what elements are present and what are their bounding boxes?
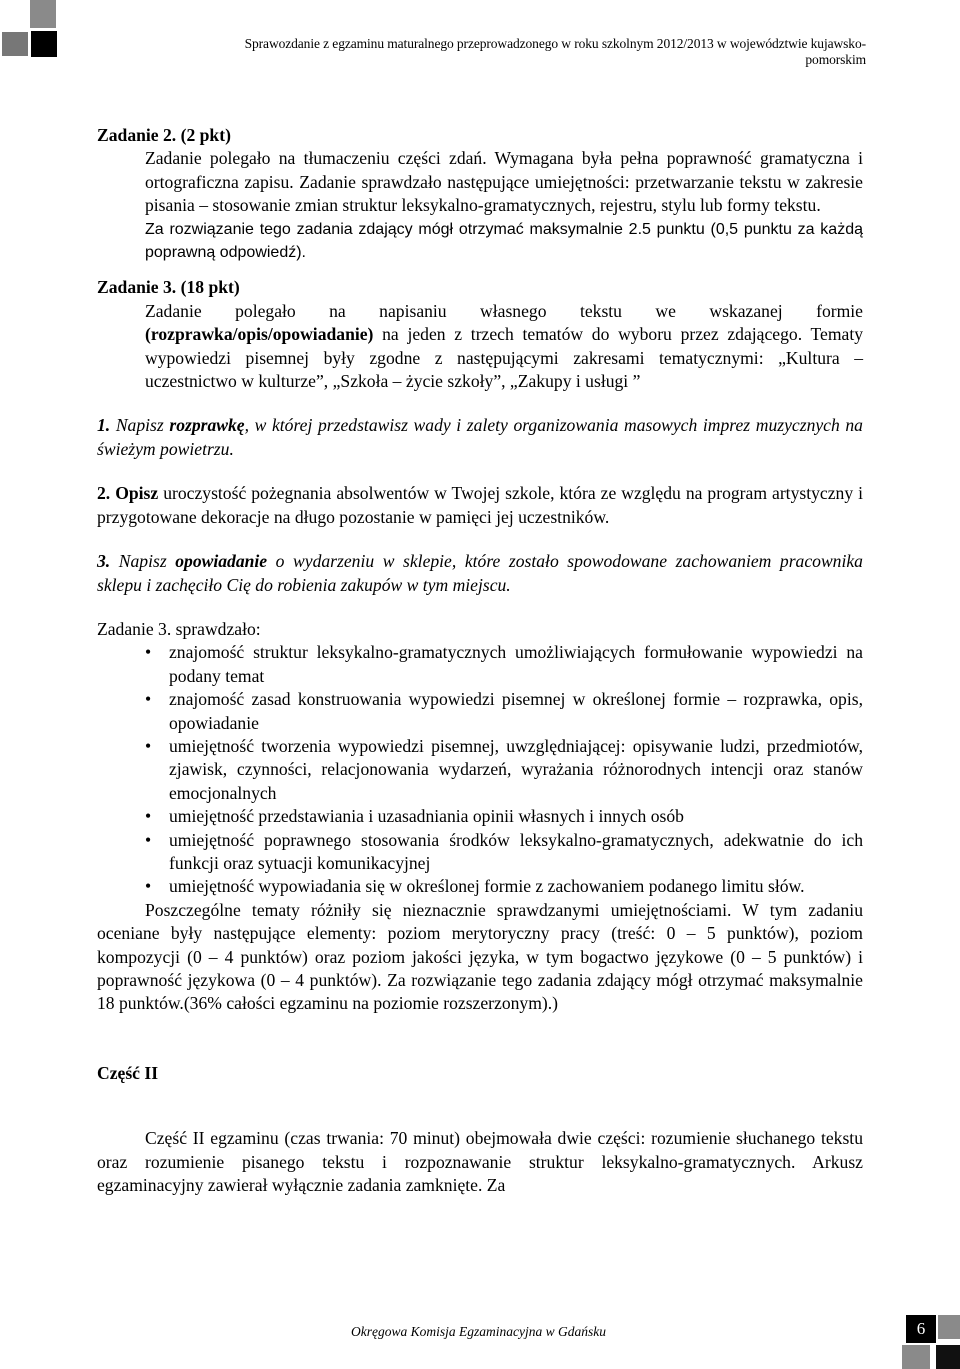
topic-1: 1. Napisz rozprawkę, w której przedstawisz wady i zalety organizowania masowych imprez muzycznych na świeżym powietrzu. <box>97 415 863 459</box>
task3-heading: Zadanie 3. (18 pkt) <box>97 277 240 298</box>
list-item: • umiejętność wypowiadania się w określonej formie z zachowaniem podanego limitu słów. <box>169 875 863 898</box>
document-body <box>97 124 863 1197</box>
part2-description: Część II egzaminu (czas trwania: 70 minut) obejmowała dwie części: rozumienie słuchanego tekstu oraz rozumienie pisanego tekstu i rozpoznawanie struktur leksykalno-gramatycznych. Arkusz egzaminacyjny zawierał wyłącznie zadania zamknięte. Za <box>97 1128 863 1196</box>
header-logo <box>0 0 60 60</box>
task3-summary: Poszczególne tematy różniły się nieznacznie sprawdzanymi umiejętnościami. W tym zadaniu oceniane były następujące elementy: poziom merytoryczny pracy (treść: 0 – 5 punktów), poziom kompozycji (0 – 4 punktów) oraz poziom jakości języka, w tym bogactwo językowe (0 – 5 punktów) i poprawność językowa (0 – 4 punktów). Za rozwiązanie tego zadania zdający mógł otrzymać maksymalnie 18 punktów.(36% całości egzaminu na poziomie rozszerzonym).) <box>97 899 863 1014</box>
list-item: • umiejętność przedstawiania i uzasadniania opinii własnych i innych osób <box>169 805 863 828</box>
part2-heading: Część II <box>97 1062 159 1083</box>
skills-list <box>97 641 863 898</box>
list-item: • umiejętność poprawnego stosowania środków leksykalno-gramatycznych, adekwatnie do ich funkcji oraz sytuacji komunikacyjnej <box>169 829 863 876</box>
header-title: Sprawozdanie z egzaminu maturalnego przeprowadzonego w roku szkolnym 2012/2013 w województwie kujawsko-pomorskim <box>244 36 866 67</box>
task3-forms: (rozprawka/opis/opowiadanie) <box>145 324 374 345</box>
task2-heading: Zadanie 2. (2 pkt) <box>97 125 231 145</box>
list-item: • znajomość struktur leksykalno-gramatycznych umożliwiających formułowanie wypowiedzi na podany temat <box>169 641 863 688</box>
topic-3: 3. Napisz opowiadanie o wydarzeniu w sklepie, które zostało spowodowane zachowaniem pracownika sklepu i zachęciło Cię do robienia zakupów w tym miejscu. <box>97 551 863 595</box>
task3-description: Zadanie polegało na napisaniu własnego tekstu we wskazanej formie (rozprawka/opis/opowiadanie) na jeden z trzech tematów do wyboru przez zdającego. Tematy wypowiedzi pisemnej były zgodne z następującymi zakresami tematycznymi: „Kultura – uczestnictwo w kulturze”, „Szkoła – życie szkoły”, „Zakupy i usługi ” <box>145 300 863 392</box>
checks-heading: Zadanie 3. sprawdzało: <box>97 618 261 639</box>
footer-text: Okręgowa Komisja Egzaminacyjna w Gdańsku <box>351 1324 606 1339</box>
task2-score: Za rozwiązanie tego zadania zdający mógł otrzymać maksymalnie 2.5 punktu (0,5 punktu za każdą poprawną odpowiedź). <box>145 220 863 262</box>
list-item: • znajomość zasad konstruowania wypowiedzi pisemnej w określonej formie – rozprawka, opis, opowiadanie <box>169 688 863 735</box>
page-number: 6 <box>906 1315 936 1343</box>
topic-2: 2. Opisz uroczystość pożegnania absolwentów w Twojej szkole, która ze względu na program artystyczny i przygotowane dekoracje na długo pozostanie w pamięci jej uczestników. <box>97 483 863 527</box>
list-item: • umiejętność tworzenia wypowiedzi pisemnej, uwzględniającej: opisywanie ludzi, przedmiotów, zjawisk, czynności, relacjonowania wydarzeń, wyrażania różnorodnych intencji oraz stanów emocjonalnych <box>169 735 863 805</box>
task2-description: Zadanie polegało na tłumaczeniu części zdań. Wymagana była pełna poprawność gramatyczna i ortograficzna zapisu. Zadanie sprawdzało następujące umiejętności: przetwarzanie tekstu w zakresie pisania – stosowanie zmian struktur leksykalno-gramatycznych, rejestru, stylu lub formy tekstu. <box>145 148 863 216</box>
